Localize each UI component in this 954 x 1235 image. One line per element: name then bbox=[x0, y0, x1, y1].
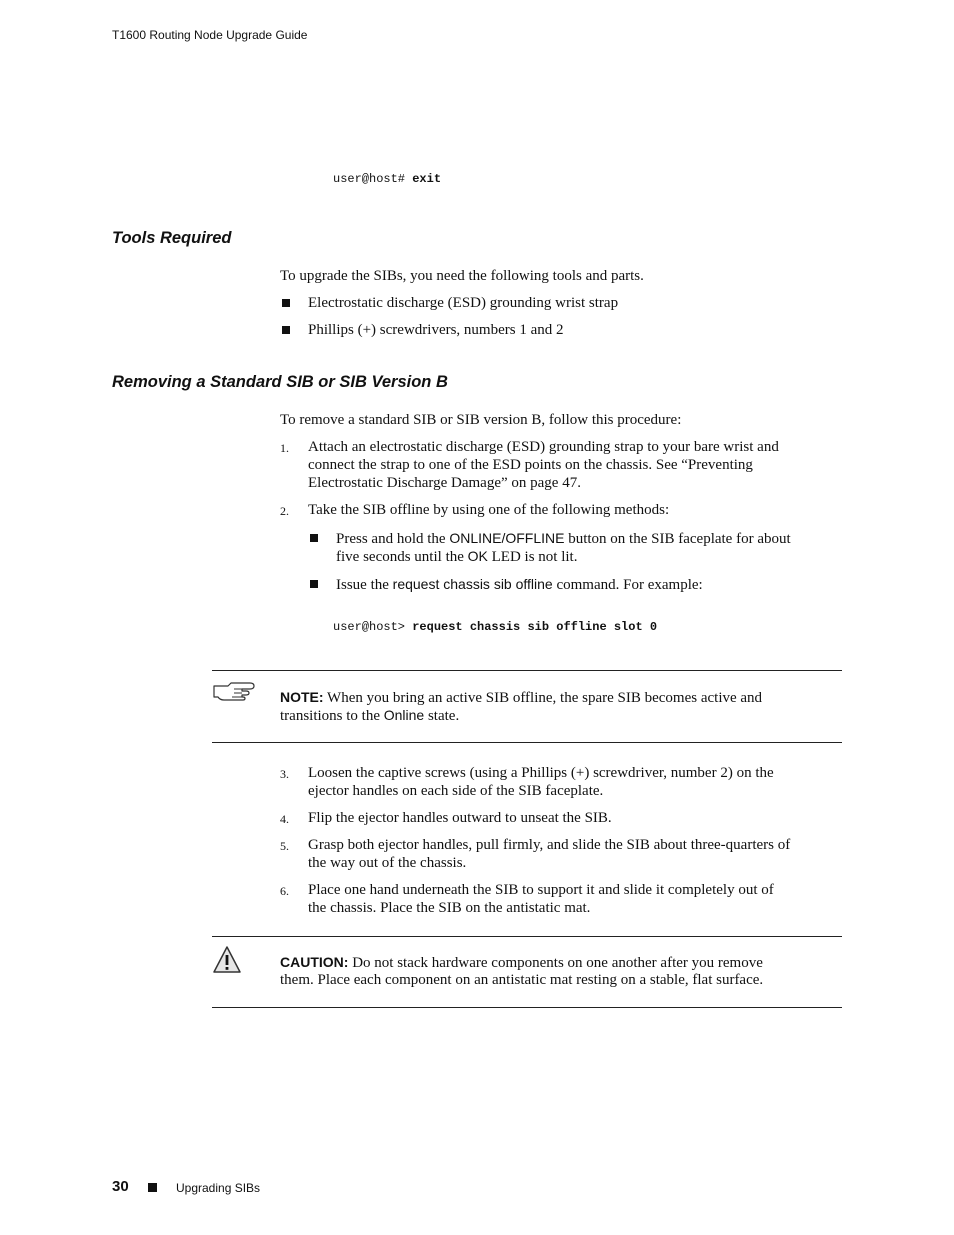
removing-intro: To remove a standard SIB or SIB version B, follow this procedure: bbox=[280, 412, 682, 428]
step-number: 2. bbox=[280, 504, 289, 518]
caution-line-2: them. Place each component on an antistatic mat resting on a stable, flat surface. bbox=[280, 972, 764, 988]
heading-removing-sib: Removing a Standard SIB or SIB Version B bbox=[112, 373, 448, 391]
text: When you bring an active SIB offline, the spare SIB becomes active and bbox=[323, 690, 763, 706]
code-exit bbox=[333, 172, 441, 186]
step-1-line-1: Attach an electrostatic discharge (ESD) grounding strap to your bare wrist and bbox=[308, 439, 779, 455]
running-header: T1600 Routing Node Upgrade Guide bbox=[112, 28, 308, 42]
step-number: 1. bbox=[280, 441, 289, 455]
bullet-icon bbox=[282, 299, 290, 307]
note-line-1 bbox=[280, 688, 762, 707]
bullet-icon bbox=[310, 534, 318, 542]
tools-intro: To upgrade the SIBs, you need the following tools and parts. bbox=[280, 268, 644, 284]
text: Issue the bbox=[336, 577, 393, 593]
bullet-icon bbox=[282, 326, 290, 334]
text: state. bbox=[424, 708, 460, 724]
pointing-hand-icon bbox=[212, 681, 256, 706]
page-number: 30 bbox=[112, 1178, 129, 1195]
step-4-line-1: Flip the ejector handles outward to unseat the SIB. bbox=[308, 810, 612, 826]
step-1-line-3: Electrostatic Discharge Damage” on page 47. bbox=[308, 475, 581, 491]
code-command: exit bbox=[412, 172, 442, 186]
code-command: request chassis sib offline slot 0 bbox=[412, 620, 658, 634]
caution-top-rule bbox=[212, 936, 842, 937]
tools-item-screwdrivers: Phillips (+) screwdrivers, numbers 1 and 2 bbox=[308, 322, 564, 338]
code-prompt: user@host> bbox=[333, 620, 413, 634]
step-number: 6. bbox=[280, 884, 289, 898]
caution-label: CAUTION: bbox=[280, 954, 349, 970]
heading-tools-required: Tools Required bbox=[112, 229, 232, 247]
warning-triangle-icon bbox=[212, 945, 242, 980]
step-3-line-2: ejector handles on each side of the SIB faceplate. bbox=[308, 783, 604, 799]
step-5-line-2: the way out of the chassis. bbox=[308, 855, 467, 871]
text: LED is not lit. bbox=[487, 549, 578, 565]
bullet-icon bbox=[310, 580, 318, 588]
text: command. For example: bbox=[552, 577, 703, 593]
text: five seconds until the bbox=[336, 549, 468, 565]
tools-item-esd-strap: Electrostatic discharge (ESD) grounding wrist strap bbox=[308, 295, 619, 311]
note-label: NOTE: bbox=[280, 689, 324, 705]
step-number: 4. bbox=[280, 812, 289, 826]
step-number: 3. bbox=[280, 767, 289, 781]
ui-button-name: ONLINE/OFFLINE bbox=[449, 530, 565, 546]
ui-led-name: OK bbox=[467, 548, 488, 564]
note-top-rule bbox=[212, 670, 842, 671]
step-number: 5. bbox=[280, 839, 289, 853]
step-5-line-1: Grasp both ejector handles, pull firmly, and slide the SIB about three-quarters of bbox=[308, 837, 791, 853]
text: Press and hold the bbox=[336, 531, 450, 547]
caution-bottom-rule bbox=[212, 1007, 842, 1008]
step-2-method-command bbox=[336, 575, 703, 594]
ui-state-name: Online bbox=[383, 707, 425, 723]
code-prompt: user@host# bbox=[333, 172, 413, 186]
text: transitions to the bbox=[280, 708, 384, 724]
step-2-method-button-line-1 bbox=[336, 529, 791, 548]
step-6-line-1: Place one hand underneath the SIB to support it and slide it completely out of bbox=[308, 882, 774, 898]
step-3-line-1: Loosen the captive screws (using a Phillips (+) screwdriver, number 2) on the bbox=[308, 765, 774, 781]
ui-command-name: request chassis sib offline bbox=[392, 576, 553, 592]
text: button on the SIB faceplate for about bbox=[564, 531, 791, 547]
note-bottom-rule bbox=[212, 742, 842, 743]
footer-section: Upgrading SIBs bbox=[176, 1181, 261, 1195]
note-line-2 bbox=[280, 706, 459, 725]
step-2-method-button-line-2 bbox=[336, 547, 577, 566]
code-offline bbox=[333, 620, 657, 634]
caution-line-1 bbox=[280, 953, 763, 972]
text: Do not stack hardware components on one another after you remove bbox=[348, 955, 763, 971]
footer-square-icon bbox=[148, 1183, 157, 1192]
step-6-line-2: the chassis. Place the SIB on the antistatic mat. bbox=[308, 900, 591, 916]
step-2-text: Take the SIB offline by using one of the following methods: bbox=[308, 502, 670, 518]
step-1-line-2: connect the strap to one of the ESD points on the chassis. See “Preventing bbox=[308, 457, 753, 473]
